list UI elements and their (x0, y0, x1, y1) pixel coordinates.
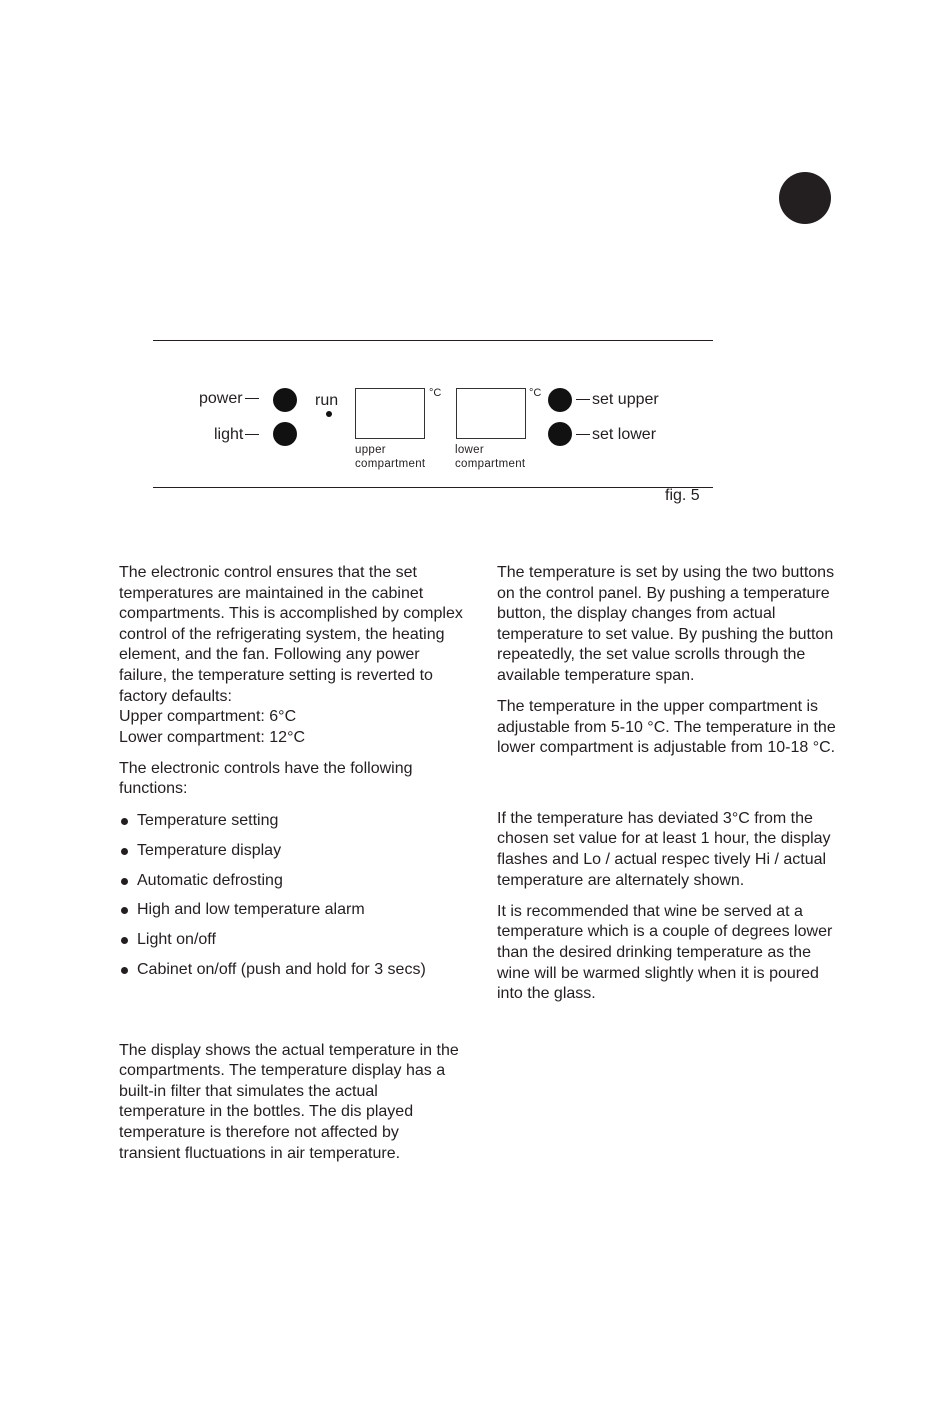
alarm-paragraph: If the temperature has deviated 3°C from the chosen set value for at least 1 hour, the display flashes and Lo / actual respec tively Hi / actual temperature are alternately shown. (497, 809, 831, 889)
right-column (497, 563, 842, 1015)
figure-caption: fig. 5 (665, 487, 700, 504)
figure-top-rule (153, 340, 713, 341)
setting-paragraph: The temperature is set by using the two buttons on the control panel. By pushing a temperature button, the display changes from actual temperature to set value. By pushing the button repeatedly, the set value scrolls through the available temperature span. (497, 564, 835, 684)
lower-unit: °C (529, 387, 542, 399)
set-upper-button-icon (548, 388, 572, 412)
leader-line (576, 434, 590, 435)
list-item: Cabinet on/off (push and hold for 3 secs) (119, 960, 464, 981)
upper-display (355, 388, 425, 439)
default-upper: Upper compartment: 6°C (119, 708, 297, 726)
intro-paragraph: The electronic control ensures that the set temperatures are maintained in the cabinet compartments. This is accomplished by complex control of the refrigerating system, the heating element, and the fan. Following any power failure, the temperature setting is reverted to factory defaults: (119, 564, 463, 705)
functions-list (119, 811, 464, 981)
run-indicator-icon (326, 411, 332, 417)
list-item: Automatic defrosting (119, 871, 464, 892)
functions-intro: The electronic controls have the following functions: (119, 759, 413, 798)
run-label: run (315, 392, 339, 409)
leader-line (576, 399, 590, 400)
list-item: Temperature setting (119, 811, 464, 832)
page-marker-icon (779, 172, 831, 224)
set-lower-label: set lower (574, 426, 656, 444)
range-paragraph: The temperature in the upper compartment is adjustable from 5-10 °C. The temperature in the lower compartment is adjustable from 10-18 °C. (497, 698, 836, 757)
leader-line (245, 398, 259, 399)
leader-line (245, 434, 259, 435)
power-button-icon (273, 388, 297, 412)
default-lower: Lower compartment: 12°C (119, 728, 306, 746)
serving-paragraph: It is recommended that wine be served at a temperature which is a couple of degrees lower than the desired drinking temperature as the wine will be warmed slightly when it is poured into the glass. (497, 902, 833, 1003)
light-label: light (214, 426, 261, 444)
set-lower-button-icon (548, 422, 572, 446)
light-button-icon (273, 422, 297, 446)
set-upper-label: set upper (574, 391, 659, 409)
figure-bottom-rule (153, 487, 713, 488)
list-item: High and low temperature alarm (119, 900, 464, 921)
lower-display-caption: lower compartment (455, 444, 526, 470)
list-item: Light on/off (119, 930, 464, 951)
lower-display (456, 388, 526, 439)
upper-unit: °C (429, 387, 442, 399)
upper-display-caption: upper compartment (355, 444, 426, 470)
power-label: power (199, 390, 261, 408)
left-column (119, 563, 464, 1175)
display-paragraph: The display shows the actual temperature in the compartments. The temperature display has a built-in filter that simulates the actual temperature in the bottles. The dis played temperature is therefore not affected by transient fluctuations in air temperature. (119, 1041, 459, 1162)
list-item: Temperature display (119, 841, 464, 862)
